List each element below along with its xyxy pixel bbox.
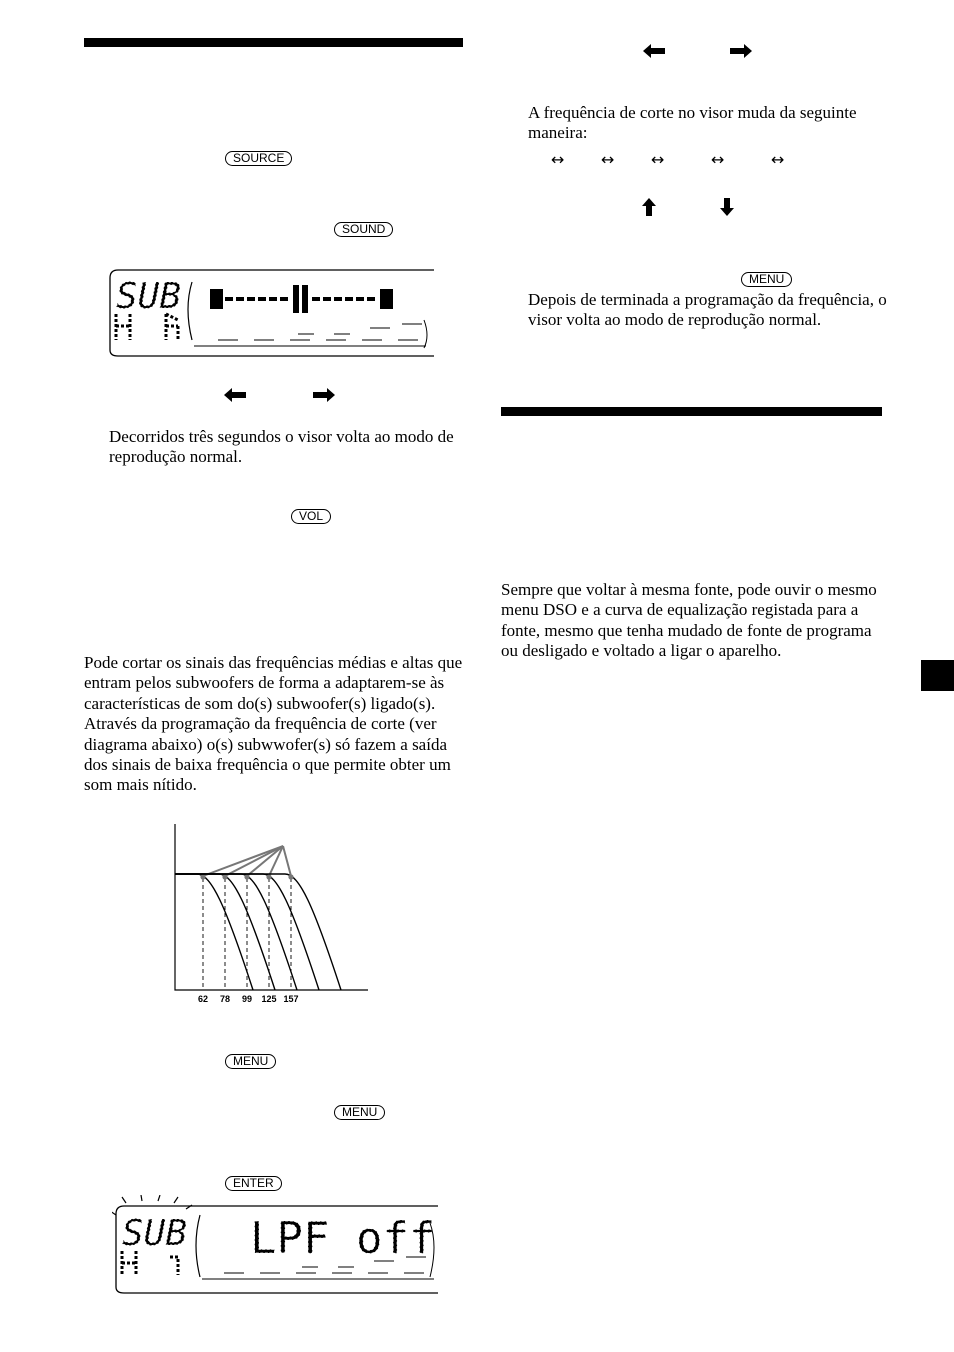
- double-arrow-icon: ↔: [601, 150, 615, 169]
- sub-display-label: SUB: [116, 276, 182, 317]
- left-arrow-icon: [222, 388, 248, 402]
- blink-rays: [112, 1195, 192, 1215]
- response-curve: [175, 874, 341, 990]
- chart-axes: [175, 824, 368, 990]
- x-tick-label: 78: [219, 994, 231, 1004]
- vol-button[interactable]: VOL: [291, 509, 331, 524]
- double-arrow-icon: ↔: [771, 150, 785, 169]
- memory-note: Sempre que voltar à mesma fonte, pode ouvir o mesmo menu DSO e a curva de equalização registada para a fonte, mesmo que tenha mudado de fonte de programa ou desligado e voltado a ligar o aparelho.: [501, 580, 877, 661]
- enter-button[interactable]: ENTER: [225, 1176, 282, 1191]
- cutoff-point: [222, 874, 227, 879]
- section-rule-right: [501, 407, 882, 416]
- menu-button-second[interactable]: MENU: [334, 1105, 385, 1120]
- balance-bar: [210, 285, 393, 313]
- lpf-description: Pode cortar os sinais das frequências médias e altas que entram pelos subwoofers de forma a adaptarem-se às características de som do(s) subwoofer(s) ligado(s). Através da programação da frequência de corte (ver diagrama abaixo) o(s) subwwofer(s) só fazem a saída dos sinais de baixa frequência o que permite obter um som mais nítido.: [84, 653, 463, 795]
- x-tick-label: 62: [197, 994, 209, 1004]
- cutoff-point: [288, 874, 293, 879]
- sound-button[interactable]: SOUND: [334, 222, 393, 237]
- x-tick-label: 125: [261, 994, 277, 1004]
- right-arrow-icon: [728, 44, 754, 58]
- double-arrow-icon: ↔: [651, 150, 665, 169]
- x-tick-label: 157: [283, 994, 299, 1004]
- cutoff-point: [200, 874, 205, 879]
- cutoff-change-intro: A frequência de corte no visor muda da seguinte maneira:: [528, 103, 857, 143]
- down-arrow-icon: [720, 197, 734, 217]
- after-menu-note: Depois de terminada a programação da frequência, o visor volta ao modo de reprodução normal.: [528, 290, 887, 330]
- menu-button-right[interactable]: MENU: [741, 272, 792, 287]
- cutoff-point: [244, 874, 249, 879]
- section-rule-left: [84, 38, 463, 47]
- double-arrow-icon: ↔: [711, 150, 725, 169]
- lpf-display-text: LPF off: [250, 1213, 436, 1264]
- section-side-tab: [921, 660, 954, 691]
- cutoff-point: [266, 874, 271, 879]
- sub-small-glyphs: [116, 314, 178, 340]
- cutoff-pointer-line: [283, 846, 291, 876]
- menu-button[interactable]: MENU: [225, 1054, 276, 1069]
- sub-label-blinking: SUB: [122, 1213, 188, 1254]
- x-tick-label: 99: [241, 994, 253, 1004]
- up-arrow-icon: [642, 197, 656, 217]
- source-button[interactable]: SOURCE: [225, 151, 292, 166]
- left-arrow-icon: [641, 44, 667, 58]
- sub-balance-display: [108, 268, 434, 358]
- lpf-display: [112, 1195, 438, 1295]
- response-curve: [175, 874, 297, 990]
- lpf-response-chart: [170, 822, 370, 1012]
- cutoff-pointer-line: [225, 846, 283, 876]
- double-arrow-icon: ↔: [551, 150, 565, 169]
- sub-balance-note: Decorridos três segundos o visor volta ao modo de reprodução normal.: [109, 427, 454, 467]
- right-arrow-icon: [311, 388, 337, 402]
- response-curve: [175, 874, 253, 990]
